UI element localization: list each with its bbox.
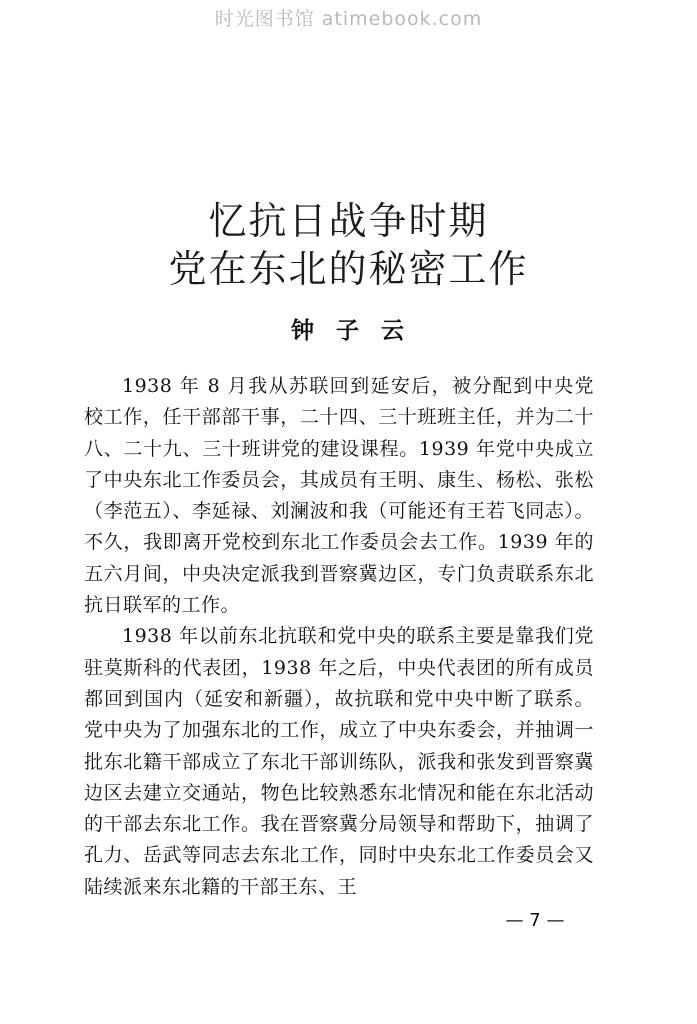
paragraph-1: 1938 年 8 月我从苏联回到延安后，被分配到中央党校工作，任干部部干事，二十四、三十班班主任，并为二十八、二十九、三十班讲党的建设课程。1939 年党中央成立了中央东北工作委员会，其成员有王明、康生、杨松、张松（李范五）、李延禄、刘澜波和我（可能还有王若飞同志）。不久，我即离开党校到东北工作委员会去工作。1939 年的五六月间，中央决定派我到晋察冀边区，专门负责联系东北抗日联军的工作。 xyxy=(84,375,594,617)
article-body xyxy=(84,371,594,903)
paragraph-2: 1938 年以前东北抗联和党中央的联系主要是靠我们党驻莫斯科的代表团，1938 年之后，中央代表团的所有成员都回到国内（延安和新疆），故抗联和党中央中断了联系。党中央为了加强东北的工作，成立了中央东委会，并抽调一批东北籍干部成立了东北干部训练队，派我和张发到晋察冀边区去建立交通站，物色比较熟悉东北情况和能在东北活动的干部去东北工作。我在晋察冀分局领导和帮助下，抽调了孔力、岳武等同志去东北工作，同时中央东北工作委员会又陆续派来东北籍的干部王东、王 xyxy=(84,625,594,898)
watermark: 时光图书馆 atimebook.com xyxy=(214,8,483,30)
page-title-line-2: 党在东北的秘密工作 xyxy=(168,247,529,291)
page-number: — 7 — xyxy=(505,910,565,931)
author-name: 钟子云 xyxy=(291,317,426,344)
page-title-line-1: 忆抗日战争时期 xyxy=(208,199,489,243)
